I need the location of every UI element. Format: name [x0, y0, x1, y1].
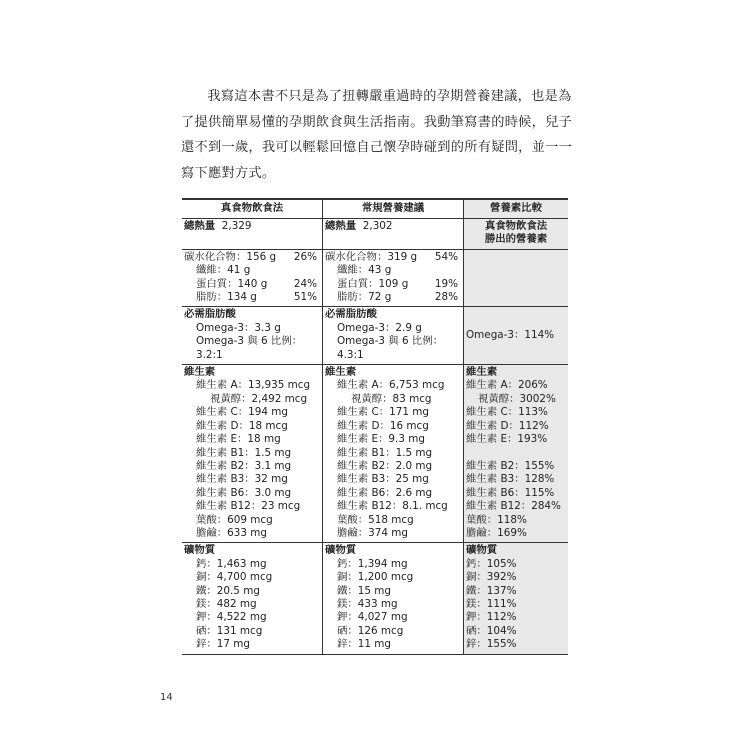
list-item: 維生素 B3：25 mg [337, 473, 429, 486]
list-item: 維生素 B12：284% [466, 500, 561, 513]
minerals-compare [464, 543, 568, 653]
macro-pct: 54% [434, 250, 458, 263]
fatty-real [182, 307, 323, 364]
list-item: 維生素 D：16 mcg [337, 419, 429, 432]
table-row-vitamins [182, 365, 568, 543]
macro-label: 碳水化合物：319 g [325, 250, 418, 263]
list-item: Omega-3：3.3 g [196, 321, 281, 334]
macro-pct: 26% [293, 250, 317, 263]
list-item: 葉酸：518 mcg [337, 513, 414, 526]
fatty-compare [464, 307, 568, 364]
macro-pct: 28% [434, 291, 458, 304]
nutrition-comparison-table [182, 198, 568, 655]
list-item: 視黃醇：2,492 mcg [210, 392, 308, 405]
calories-compare-line1: 真食物飲食法 [484, 220, 548, 232]
list-item: 維生素 C：171 mg [337, 406, 429, 419]
list-item: 鋅：11 mg [337, 638, 392, 651]
list-item: 維生素 E：9.3 mg [337, 433, 425, 446]
list-item: 鉀：4,027 mg [337, 611, 408, 624]
vitamins-title: 維生素 [325, 366, 357, 379]
list-item: 葉酸：118% [466, 513, 527, 526]
macro-pct: 19% [434, 277, 458, 290]
table-row-fatty-acids [182, 307, 568, 365]
calories-real-value: 2,329 [221, 220, 252, 232]
list-item: Omega-3 與 6 比例：4.3:1 [337, 335, 444, 361]
list-item: 鉀：112% [466, 611, 517, 624]
macros-conv [323, 250, 464, 307]
calories-conv-label: 總熱量 [325, 220, 357, 232]
vitamins-conv [323, 365, 464, 542]
minerals-title: 礦物質 [466, 544, 498, 557]
minerals-real [182, 543, 323, 653]
list-item: 維生素 B12：23 mcg [196, 500, 301, 513]
list-item: 鈣：105% [466, 557, 517, 570]
list-item: 維生素 D：18 mcg [196, 419, 288, 432]
list-item [325, 264, 461, 277]
list-item: 視黃醇：83 mcg [351, 392, 432, 405]
list-item: 銅：392% [466, 571, 517, 584]
page-number: 14 [160, 692, 173, 703]
macro-pct [458, 264, 461, 277]
list-item: 鋅：17 mg [196, 638, 251, 651]
list-item: Omega-3：2.9 g [337, 321, 422, 334]
header-real-food: 真食物飲食法 [182, 200, 323, 218]
macros-real [182, 250, 323, 307]
list-item: 維生素 B6：115% [466, 486, 555, 499]
list-item: 鐵：15 mg [337, 584, 392, 597]
list-item: 維生素 D：112% [466, 419, 549, 432]
macros-compare [464, 250, 568, 307]
list-item: 鎂：433 mg [337, 597, 398, 610]
list-item: 維生素 B6：3.0 mg [196, 486, 292, 499]
macro-label: 纖維：41 g [196, 264, 251, 277]
list-item [325, 291, 461, 304]
list-item: 膽鹼：374 mg [337, 526, 409, 539]
list-item: 鎂：482 mg [196, 597, 257, 610]
list-item: 維生素 B6：2.6 mg [337, 486, 433, 499]
vitamins-title: 維生素 [466, 366, 498, 379]
list-item: 葉酸：609 mcg [196, 513, 273, 526]
list-item: 膽鹼：169% [466, 526, 527, 539]
macro-label: 蛋白質：140 g [196, 277, 268, 290]
macro-pct: 51% [293, 291, 317, 304]
table-header-row [182, 198, 568, 219]
minerals-title: 礦物質 [325, 544, 357, 557]
list-item [466, 447, 566, 460]
vitamins-compare [464, 365, 568, 542]
list-item: 鎂：111% [466, 597, 517, 610]
list-item: 膽鹼：633 mg [196, 526, 268, 539]
list-item: 硒：131 mcg [196, 624, 263, 637]
list-item [184, 291, 320, 304]
list-item [325, 278, 461, 291]
list-item: 維生素 A：13,935 mcg [196, 379, 311, 392]
intro-text [181, 84, 577, 186]
list-item: 維生素 E：193% [466, 433, 548, 446]
calories-compare [464, 219, 568, 249]
header-conventional: 常規營養建議 [323, 200, 464, 218]
list-item: Omega-3 與 6 比例：3.2:1 [196, 335, 303, 361]
header-comparison: 營養素比較 [464, 200, 568, 218]
table-row-macros [182, 250, 568, 308]
list-item: 鈣：1,463 mg [196, 557, 267, 570]
minerals-conv [323, 543, 464, 653]
list-item: 維生素 B2：3.1 mg [196, 459, 292, 472]
vitamins-real [182, 365, 323, 542]
vitamins-title: 維生素 [184, 366, 216, 379]
list-item: 鐵：137% [466, 584, 517, 597]
macro-label: 碳水化合物：156 g [184, 250, 277, 263]
list-item: 維生素 B1：1.5 mg [337, 446, 433, 459]
list-item [325, 251, 461, 264]
list-item: 鋅：155% [466, 638, 517, 651]
list-item: 銅：4,700 mcg [196, 571, 273, 584]
intro-paragraph: 我寫這本書不只是為了扭轉嚴重過時的孕期營養建議，也是為了提供簡單易懂的孕期飲食與生活指南。我動筆寫書的時候，兒子還不到一歲，我可以輕鬆回憶自己懷孕時碰到的所有疑問，並一一寫下應對方式。 [181, 89, 573, 181]
macro-label: 纖維：43 g [337, 264, 392, 277]
fatty-title: 必需脂肪酸 [325, 308, 377, 321]
list-item: 維生素 B2：155% [466, 459, 555, 472]
macro-label: 蛋白質：109 g [337, 277, 409, 290]
minerals-title: 礦物質 [184, 544, 216, 557]
list-item: 銅：1,200 mcg [337, 571, 414, 584]
calories-real [182, 219, 323, 249]
list-item: 維生素 B3：128% [466, 473, 555, 486]
list-item: 鈣：1,394 mg [337, 557, 408, 570]
list-item: 視黃醇：3002% [478, 392, 556, 405]
calories-compare-line2: 勝出的營養素 [484, 233, 548, 246]
list-item: 鐵：20.5 mg [196, 584, 260, 597]
calories-conv-value: 2,302 [362, 220, 393, 232]
list-item: 維生素 E：18 mg [196, 433, 281, 446]
list-item [184, 264, 320, 277]
list-item: 硒：104% [466, 624, 517, 637]
calories-conv [323, 219, 464, 249]
list-item [184, 251, 320, 264]
table-row-calories [182, 219, 568, 250]
list-item: Omega-3：114% [466, 328, 555, 341]
calories-real-label: 總熱量 [184, 220, 216, 232]
list-item: 維生素 A：206% [466, 379, 548, 392]
fatty-title: 必需脂肪酸 [184, 308, 236, 321]
list-item: 維生素 B12：8.1. mcg [337, 500, 448, 513]
list-item: 維生素 B2：2.0 mg [337, 459, 433, 472]
fatty-conv [323, 307, 464, 364]
list-item: 維生素 C：194 mg [196, 406, 288, 419]
macro-label: 脂肪：134 g [196, 291, 257, 304]
list-item: 維生素 B3：32 mg [196, 473, 288, 486]
list-item: 維生素 C：113% [466, 406, 548, 419]
list-item: 維生素 B1：1.5 mg [196, 446, 292, 459]
list-item: 維生素 A：6,753 mcg [337, 379, 445, 392]
list-item [184, 278, 320, 291]
macro-pct [317, 264, 320, 277]
macro-label: 脂肪：72 g [337, 291, 392, 304]
macro-pct: 24% [293, 277, 317, 290]
table-row-minerals [182, 543, 568, 654]
list-item: 硒：126 mcg [337, 624, 404, 637]
list-item: 鉀：4,522 mg [196, 611, 267, 624]
